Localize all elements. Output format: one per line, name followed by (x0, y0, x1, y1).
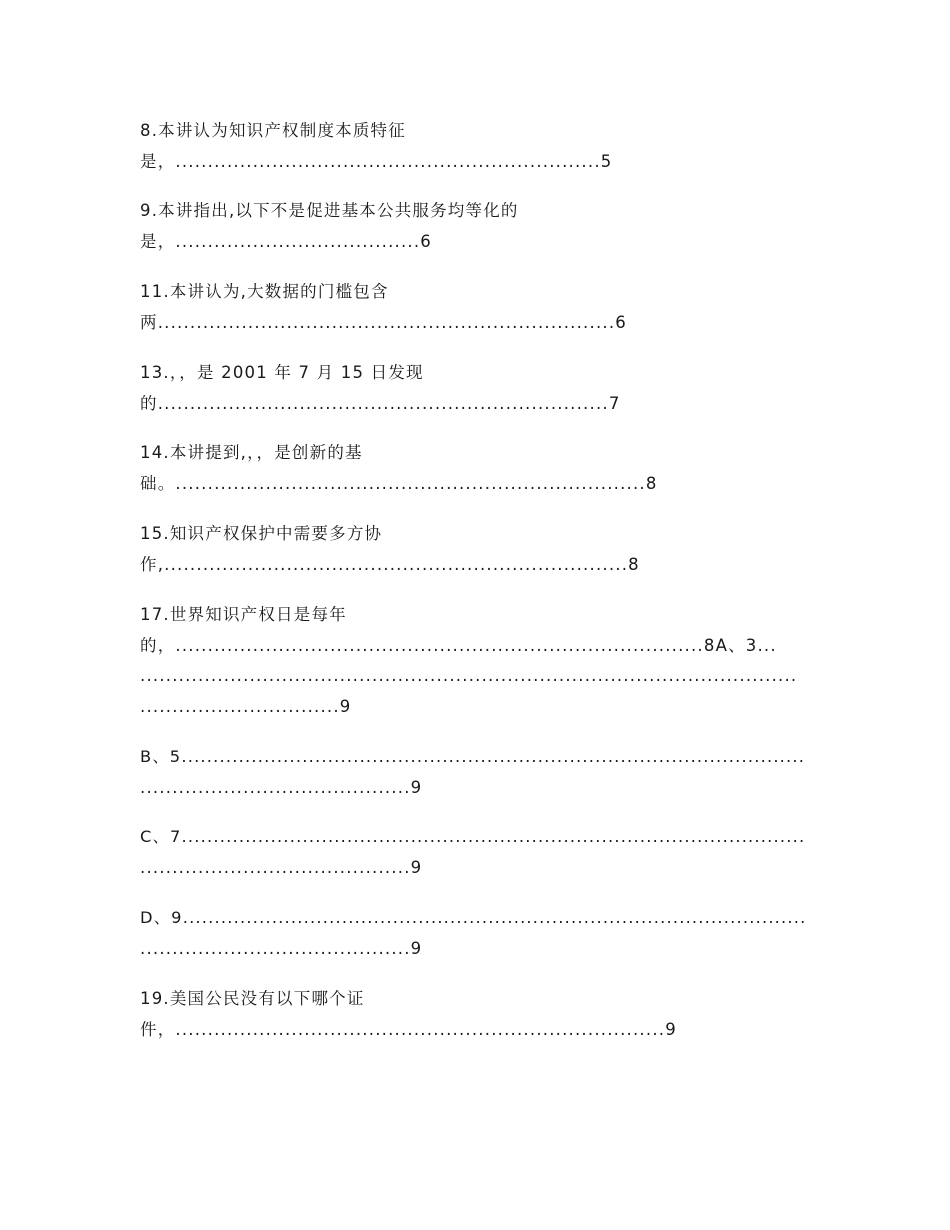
toc-entry-11-line2: 两.......................................................................6 (140, 313, 627, 332)
toc-entry-8-line2: 是，..................................................................5 (140, 152, 613, 171)
toc-entry-17-line2: 的，..................................................................................8A、3... (140, 636, 777, 655)
toc-entry-9-line1: 9.本讲指出,以下不是促进基本公共服务均等化的 (140, 201, 519, 220)
toc-option-b-line1: B、5.................................................................................................. (140, 747, 806, 766)
toc-entry-8-line1: 8.本讲认为知识产权制度本质特征 (140, 121, 406, 140)
toc-option-b-line2: ..........................................9 (140, 778, 423, 797)
toc-entry-11-line1: 11.本讲认为,大数据的门槛包含 (140, 282, 389, 301)
toc-entry-17-line4: ...............................9 (140, 697, 352, 716)
toc-entry-13-line1: 13.，，是 2001 年 7 月 15 日发现 (140, 363, 424, 382)
toc-entry-19-line1: 19.美国公民没有以下哪个证 (140, 989, 365, 1008)
toc-entry-9-line2: 是，......................................6 (140, 232, 433, 251)
toc-entry-13-line2: 的......................................................................7 (140, 394, 621, 413)
toc-option-d-line1: D、9.................................................................................................. (140, 908, 807, 927)
toc-entry-15-line2: 作,........................................................................8 (140, 555, 640, 574)
toc-option-d-line2: ..........................................9 (140, 939, 423, 958)
toc-option-c-line2: ..........................................9 (140, 858, 423, 877)
toc-entry-14-line2: 础。.........................................................................8 (140, 474, 658, 493)
toc-entry-14-line1: 14.本讲提到,，，是创新的基 (140, 443, 363, 462)
toc-option-c-line1: C、7.................................................................................................. (140, 827, 806, 846)
toc-entry-17-line3: ...................................................................................................... (140, 666, 798, 685)
toc-entry-19-line2: 件，............................................................................9 (140, 1020, 677, 1039)
toc-entry-17-line1: 17.世界知识产权日是每年 (140, 605, 347, 624)
toc-entry-15-line1: 15.知识产权保护中需要多方协 (140, 524, 383, 543)
